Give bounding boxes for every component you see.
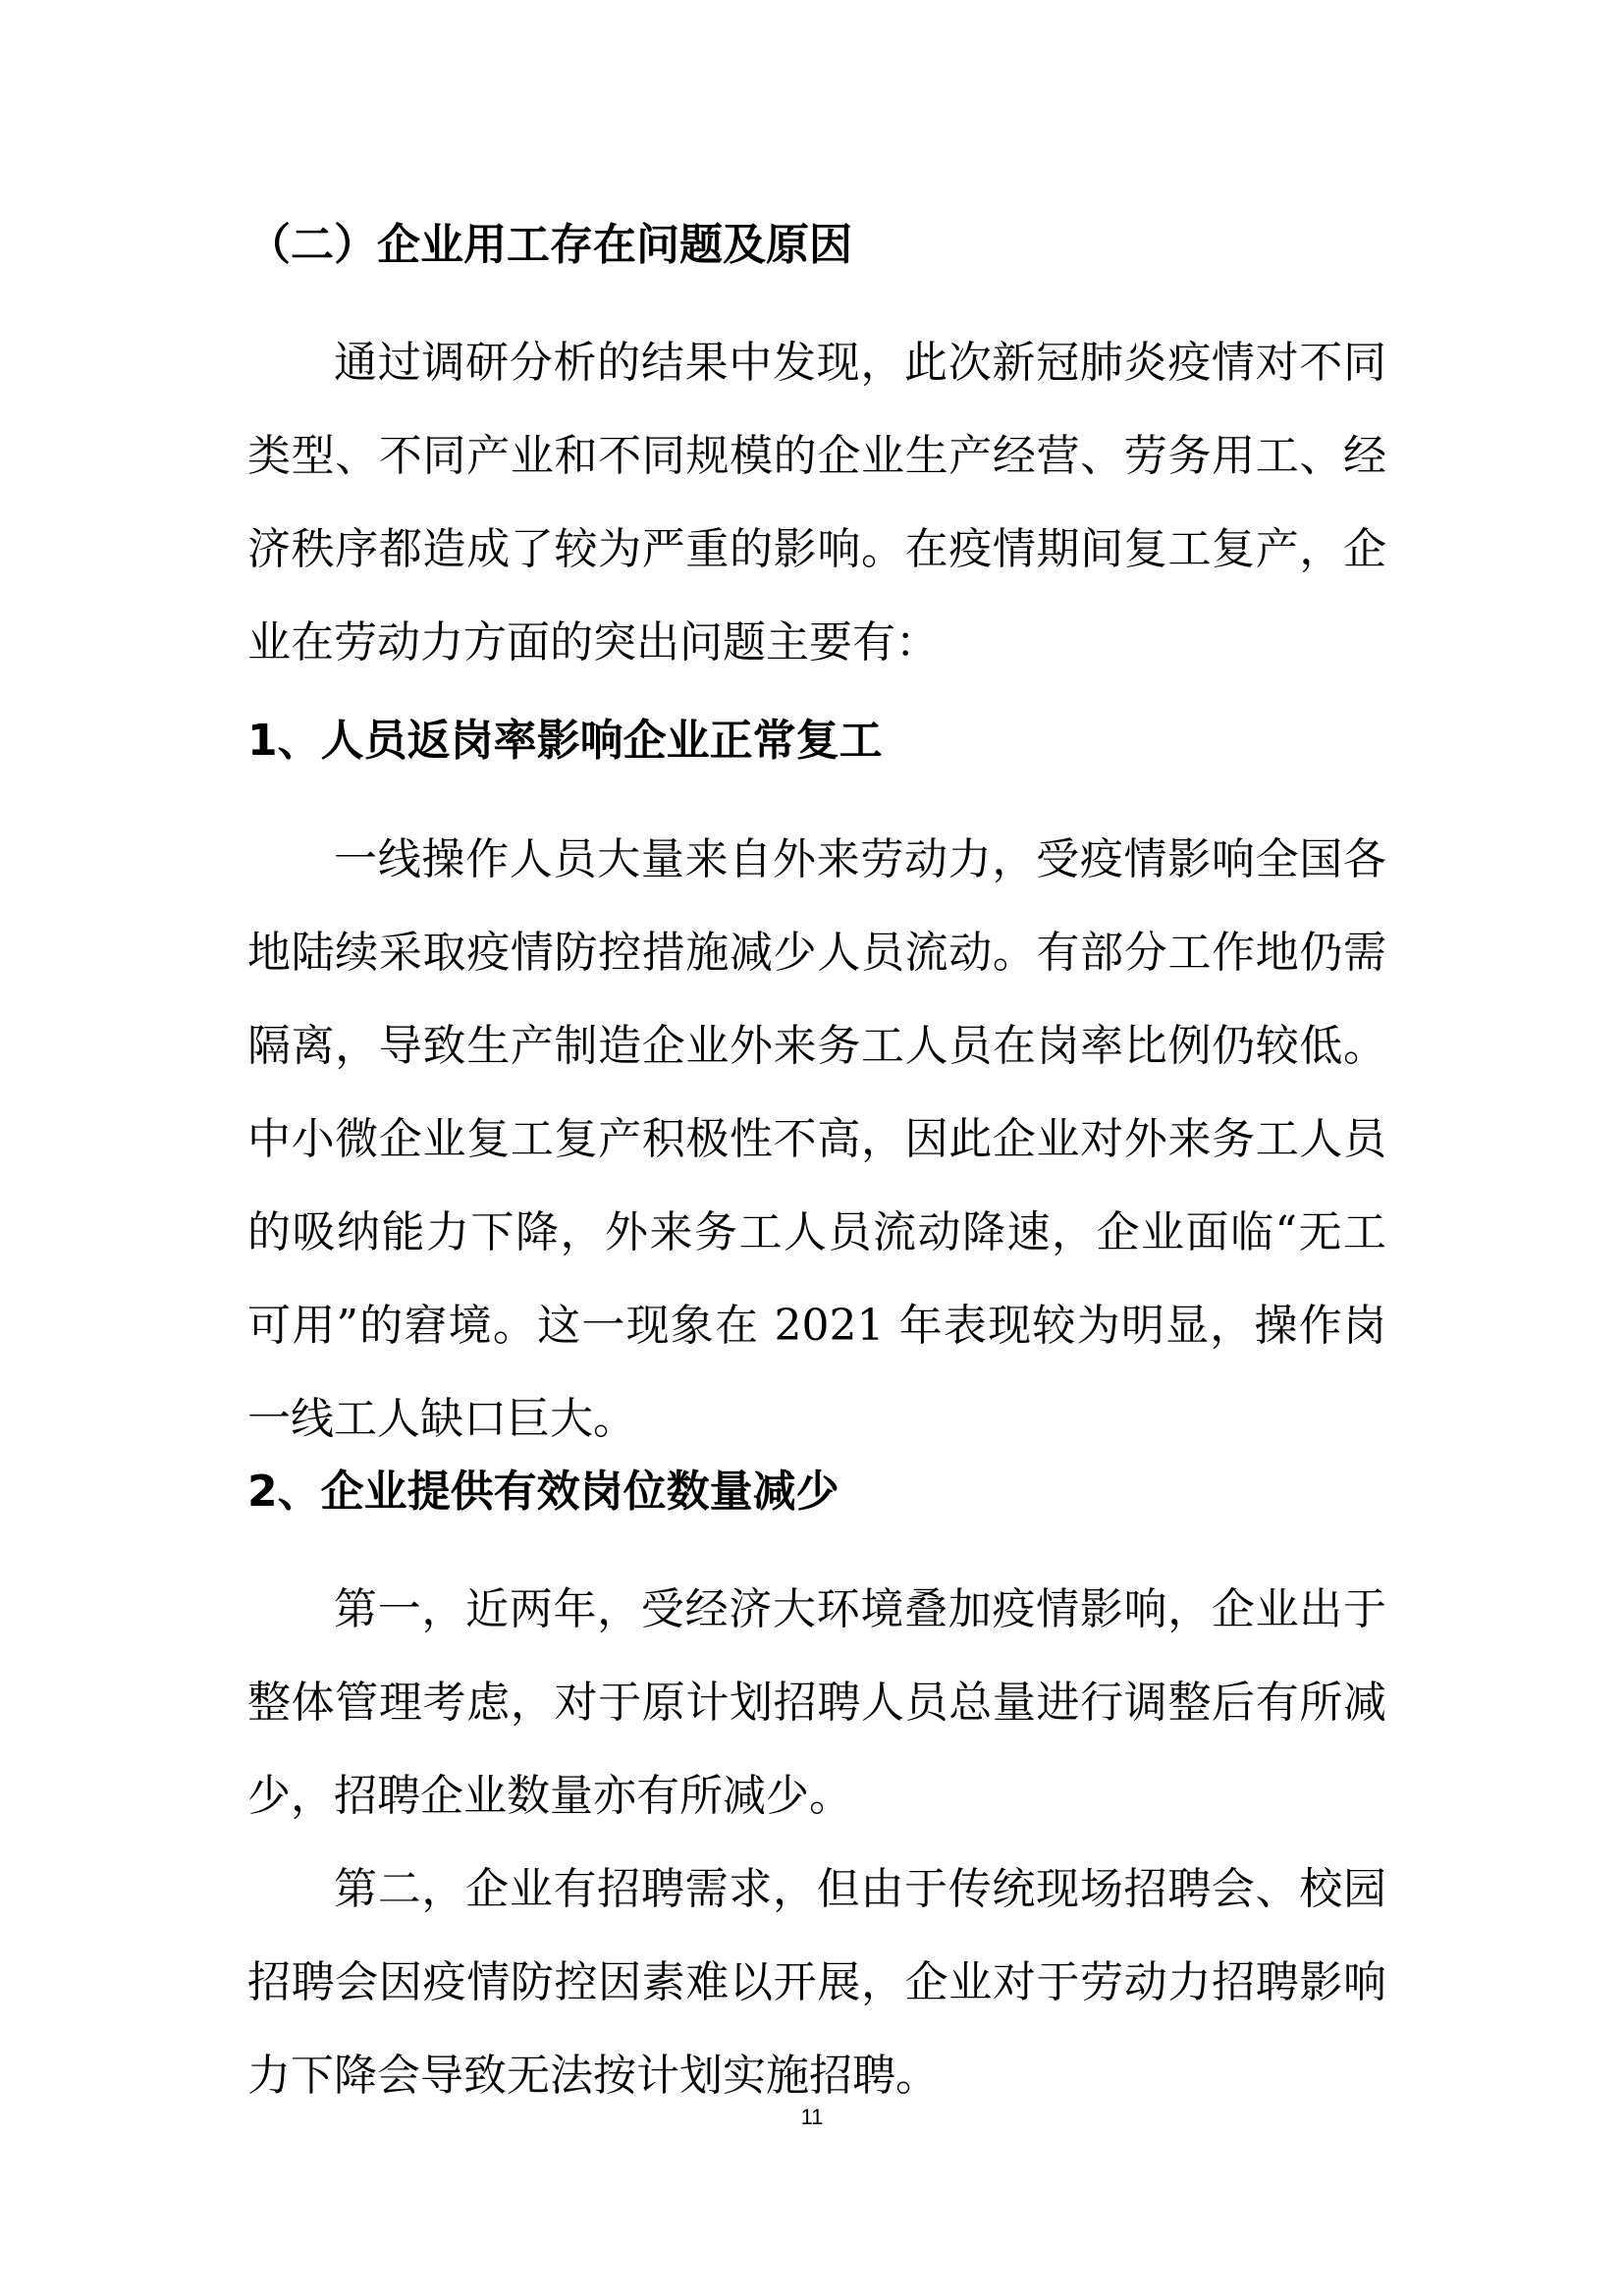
subsection-heading-2: 2、企业提供有效岗位数量减少 bbox=[247, 1467, 839, 1517]
subsection-heading-1: 1、人员返岗率影响企业正常复工 bbox=[247, 716, 883, 766]
subsection-1-paragraph: 一线操作人员大量来自外来劳动力，受疫情影响全国各地陆续采取疫情防控措施减少人员流动。有部分工作地仍需隔离，导致生产制造企业外来务工人员在岗率比例仍较低。中小微企业复工复产积极性不高，因此企业对外来务工人员的吸纳能力下降，外来务工人员流动降速，企业面临“无工可用”的窘境。这一现象在 2021 年表现较为明显，操作岗一线工人缺口巨大。 bbox=[247, 834, 1386, 1444]
page-number: 11 bbox=[800, 2105, 824, 2129]
section-heading: （二）企业用工存在问题及原因 bbox=[247, 220, 852, 270]
subsection-2-paragraph-1: 第一，近两年，受经济大环境叠加疫情影响，企业出于整体管理考虑，对于原计划招聘人员总量进行调整后有所减少，招聘企业数量亦有所减少。 bbox=[247, 1584, 1386, 1821]
subsection-2-paragraph-2: 第二，企业有招聘需求，但由于传统现场招聘会、校园招聘会因疫情防控因素难以开展，企业对于劳动力招聘影响力下降会导致无法按计划实施招聘。 bbox=[247, 1864, 1386, 2101]
intro-paragraph: 通过调研分析的结果中发现，此次新冠肺炎疫情对不同类型、不同产业和不同规模的企业生产经营、劳务用工、经济秩序都造成了较为严重的影响。在疫情期间复工复产，企业在劳动力方面的突出问题主要有： bbox=[247, 338, 1386, 667]
